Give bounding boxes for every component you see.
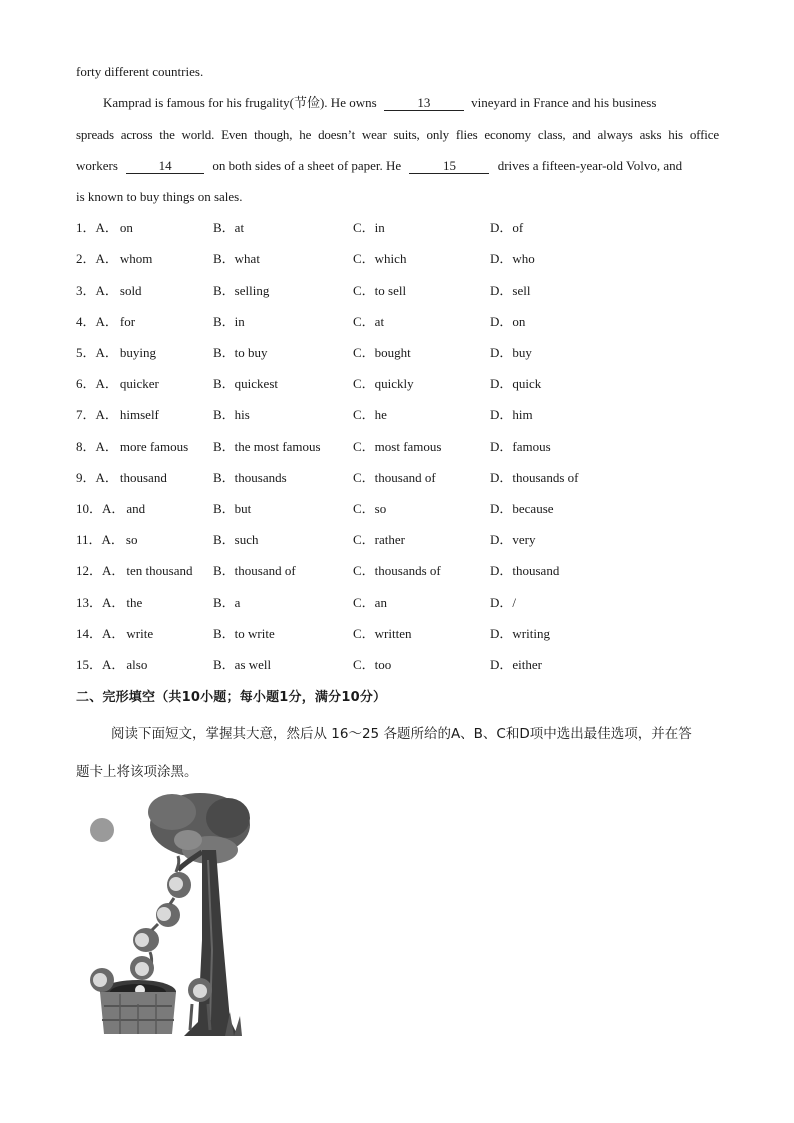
option-a-text: also bbox=[126, 657, 148, 672]
option-d: D．who bbox=[490, 251, 535, 266]
option-a bbox=[76, 656, 147, 674]
option-a bbox=[76, 531, 137, 549]
passage-text: spreads across the world. Even though, he doesn’t wear suits, only flies economy class, and always asks his office bbox=[76, 127, 719, 142]
option-d: D．thousand bbox=[490, 563, 560, 578]
option-a-text: whom bbox=[119, 251, 153, 266]
passage-line-0 bbox=[76, 63, 718, 81]
passage-line-2 bbox=[76, 126, 719, 144]
option-d: D．writing bbox=[490, 626, 550, 641]
passage-text: workers bbox=[76, 158, 118, 173]
option-c: C．he bbox=[353, 407, 387, 422]
well-icon bbox=[100, 980, 176, 1034]
passage-text: vineyard in France and his business bbox=[471, 95, 657, 110]
option-a bbox=[76, 219, 133, 237]
moon-icon bbox=[90, 818, 114, 842]
option-a bbox=[76, 562, 192, 580]
question-number: 10．A． bbox=[76, 501, 125, 516]
option-a-text: on bbox=[119, 220, 133, 235]
question-number: 3．A． bbox=[76, 283, 118, 298]
passage-text: forty different countries. bbox=[76, 64, 204, 79]
option-a-text: and bbox=[126, 501, 146, 516]
option-b: B．at bbox=[213, 220, 245, 235]
question-number: 9．A． bbox=[76, 470, 118, 485]
option-a bbox=[76, 344, 156, 362]
option-a-text: himself bbox=[119, 407, 159, 422]
option-a bbox=[76, 375, 159, 393]
option-c: C．written bbox=[353, 626, 412, 641]
blank-number: 13 bbox=[417, 95, 431, 110]
option-b: B．as well bbox=[213, 657, 272, 672]
option-c: C．thousand of bbox=[353, 470, 436, 485]
option-d: D．because bbox=[490, 501, 554, 516]
option-b: B．but bbox=[213, 501, 252, 516]
question-number: 8．A． bbox=[76, 439, 118, 454]
option-a bbox=[76, 250, 152, 268]
option-d: D．very bbox=[490, 532, 536, 547]
question-number: 13．A． bbox=[76, 595, 125, 610]
option-a bbox=[76, 282, 142, 300]
option-d: D．either bbox=[490, 657, 542, 672]
option-a bbox=[76, 406, 159, 424]
option-b: B．what bbox=[213, 251, 260, 266]
option-c: C．too bbox=[353, 657, 392, 672]
option-a bbox=[76, 625, 153, 643]
option-a-text: ten thousand bbox=[126, 563, 193, 578]
option-a-text: thousand bbox=[119, 470, 167, 485]
option-a bbox=[76, 438, 188, 456]
option-d: D．buy bbox=[490, 345, 532, 360]
option-b: B．a bbox=[213, 595, 241, 610]
option-d: D．/ bbox=[490, 595, 517, 610]
option-c: C．at bbox=[353, 314, 385, 329]
option-c: C．quickly bbox=[353, 376, 414, 391]
option-a-text: write bbox=[126, 626, 154, 641]
option-b: B．to write bbox=[213, 626, 275, 641]
option-d: D．quick bbox=[490, 376, 542, 391]
passage-line-4 bbox=[76, 188, 718, 206]
blank-15 bbox=[409, 158, 489, 174]
option-c: C．so bbox=[353, 501, 387, 516]
option-a-text: buying bbox=[119, 345, 157, 360]
instructions-line-1: 阅读下面短文，掌握其大意，然后从 16～25 各题所给的A、B、C和D项中选出最佳选项，并在答 bbox=[111, 726, 692, 742]
option-c: C．thousands of bbox=[353, 563, 441, 578]
question-number: 12．A． bbox=[76, 563, 125, 578]
option-a-text: more famous bbox=[119, 439, 189, 454]
option-c: C．an bbox=[353, 595, 387, 610]
question-number: 15．A． bbox=[76, 657, 125, 672]
question-number: 1．A． bbox=[76, 220, 118, 235]
option-c: C．most famous bbox=[353, 439, 442, 454]
question-number: 2．A． bbox=[76, 251, 118, 266]
question-number: 11．A． bbox=[76, 532, 124, 547]
passage-text: is known to buy things on sales. bbox=[76, 189, 243, 204]
option-c: C．to sell bbox=[353, 283, 407, 298]
option-b: B．in bbox=[213, 314, 245, 329]
option-d: D．sell bbox=[490, 283, 531, 298]
option-a bbox=[76, 500, 145, 518]
question-number: 6．A． bbox=[76, 376, 118, 391]
option-b: B．selling bbox=[213, 283, 270, 298]
instructions-line-2: 题卡上将该项涂黑。 bbox=[76, 764, 198, 780]
question-number: 7．A． bbox=[76, 407, 118, 422]
question-number: 5．A． bbox=[76, 345, 118, 360]
passage-line-1 bbox=[103, 94, 708, 112]
question-number: 14．A． bbox=[76, 626, 125, 641]
blank-14 bbox=[126, 158, 204, 174]
option-b: B．to buy bbox=[213, 345, 268, 360]
passage-text: drives a fifteen-year-old Volvo, and bbox=[497, 158, 683, 173]
option-d: D．thousands of bbox=[490, 470, 579, 485]
passage-line-3 bbox=[76, 157, 718, 175]
option-a-text: sold bbox=[119, 283, 142, 298]
option-a bbox=[76, 594, 142, 612]
option-b: B．quickest bbox=[213, 376, 278, 391]
section-heading: 二、完形填空（共10小题；每小题1分，满分10分） bbox=[76, 690, 387, 705]
option-a-text: the bbox=[126, 595, 143, 610]
passage-text: on both sides of a sheet of paper. He bbox=[212, 158, 402, 173]
option-a-text: for bbox=[119, 314, 136, 329]
blank-number: 15 bbox=[442, 158, 456, 173]
option-d: D．famous bbox=[490, 439, 551, 454]
blank-number: 14 bbox=[158, 158, 172, 173]
option-c: C．rather bbox=[353, 532, 405, 547]
option-d: D．of bbox=[490, 220, 524, 235]
question-number: 4．A． bbox=[76, 314, 118, 329]
option-a bbox=[76, 313, 135, 331]
option-b: B．such bbox=[213, 532, 259, 547]
option-b: B．the most famous bbox=[213, 439, 321, 454]
option-a-text: quicker bbox=[119, 376, 159, 391]
blank-13 bbox=[384, 95, 464, 111]
passage-text: Kamprad is famous for his frugality(节俭). He owns bbox=[103, 95, 377, 110]
option-b: B．his bbox=[213, 407, 250, 422]
option-a-text: so bbox=[125, 532, 138, 547]
option-b: B．thousand of bbox=[213, 563, 296, 578]
option-b: B．thousands bbox=[213, 470, 287, 485]
option-d: D．on bbox=[490, 314, 526, 329]
option-c: C．which bbox=[353, 251, 407, 266]
option-a bbox=[76, 469, 167, 487]
option-d: D．him bbox=[490, 407, 533, 422]
option-c: C．bought bbox=[353, 345, 411, 360]
monkeys-well-moon-illustration bbox=[80, 790, 250, 1045]
option-c: C．in bbox=[353, 220, 385, 235]
